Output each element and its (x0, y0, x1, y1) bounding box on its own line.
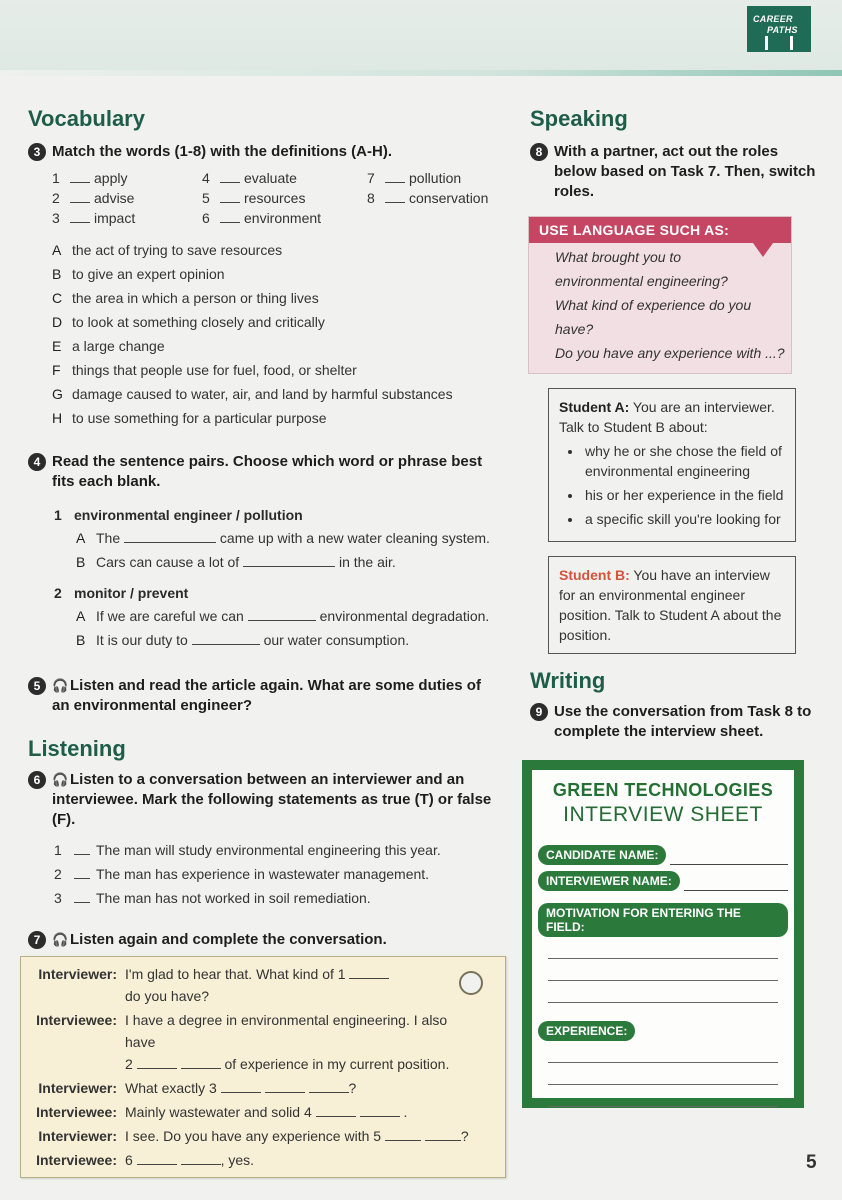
student-a-bullets (559, 441, 785, 529)
speaking-heading: Speaking (530, 106, 628, 131)
phrase-line: What brought you to (555, 249, 682, 265)
student-b-text: You have an interview for an environmental engineer position. Talk to Student A about the position. (559, 567, 782, 643)
student-b-box (548, 556, 796, 654)
listening-heading: Listening (28, 736, 126, 761)
use-language-heading: USE LANGUAGE SUCH AS: (529, 217, 791, 243)
word-item: 8 conservation (367, 190, 489, 206)
interviewer-name-field[interactable] (684, 877, 788, 891)
answer-blank[interactable] (181, 1057, 221, 1069)
right-column (530, 104, 820, 1108)
motivation-field[interactable] (548, 981, 778, 1003)
answer-blank[interactable] (70, 192, 90, 203)
word-item: 3 impact (52, 210, 136, 226)
answer-blank[interactable] (181, 1153, 221, 1165)
answer-blank[interactable] (74, 891, 90, 903)
student-a-text: You are an interviewer. Talk to Student B about: (559, 399, 775, 435)
answer-blank[interactable] (74, 867, 90, 879)
answer-blank[interactable] (70, 212, 90, 223)
answer-blank[interactable] (360, 1105, 400, 1117)
headphones-icon: 🎧 (52, 932, 69, 947)
definition-item: H to use something for a particular purpose (52, 410, 327, 426)
definition-item: D to look at something closely and critically (52, 314, 325, 330)
experience-field[interactable] (548, 1041, 778, 1063)
answer-blank[interactable] (70, 172, 90, 183)
task-number: 4 (28, 453, 46, 471)
answer-blank[interactable] (220, 172, 240, 183)
answer-blank[interactable] (137, 1153, 177, 1165)
answer-blank[interactable] (425, 1129, 461, 1141)
candidate-name-label: CANDIDATE NAME: (538, 845, 666, 865)
statement-item: 1 The man will study environmental engineering this year. (54, 842, 441, 858)
definition-item: C the area in which a person or thing lives (52, 290, 319, 306)
answer-blank[interactable] (316, 1105, 356, 1117)
definition-item: F things that people use for fuel, food, or shelter (52, 362, 357, 378)
answer-blank[interactable] (124, 531, 216, 543)
answer-blank[interactable] (220, 212, 240, 223)
sentence-b: B Cars can cause a lot of in the air. (76, 554, 396, 570)
task-6-instruction: Listen to a conversation between an interviewer and an interviewee. Mark the following statements as true (T) or false (F). (52, 771, 492, 828)
task-7 (28, 930, 498, 950)
experience-field[interactable] (548, 1063, 778, 1085)
student-a-label: Student A: (559, 399, 630, 415)
experience-field[interactable] (548, 1085, 778, 1107)
word-item: 7 pollution (367, 170, 462, 186)
statement-list (54, 838, 498, 910)
task-5 (28, 676, 498, 716)
task-9-instruction: Use the conversation from Task 8 to complete the interview sheet. (554, 703, 812, 740)
answer-blank[interactable] (74, 843, 90, 855)
task-number: 9 (530, 703, 548, 721)
motivation-field[interactable] (548, 959, 778, 981)
student-a-box (548, 388, 796, 542)
definition-item: B to give an expert opinion (52, 266, 225, 282)
bullet-item: • a specific skill you're looking for (583, 509, 785, 529)
sheet-title: GREEN TECHNOLOGIES (552, 780, 774, 800)
headphones-icon: 🎧 (52, 678, 69, 693)
answer-blank[interactable] (385, 192, 405, 203)
writing-heading: Writing (530, 668, 606, 693)
logo-line2: PATHS (767, 25, 798, 35)
phrase-line: Do you have any experience with ...? (555, 345, 785, 361)
answer-blank[interactable] (137, 1057, 177, 1069)
sentence-b: B It is our duty to our water consumption. (76, 632, 410, 648)
student-b-label: Student B: (559, 567, 630, 583)
tag-hole (459, 971, 483, 995)
sentence-a: A The came up with a new water cleaning system. (76, 530, 490, 546)
task-number: 7 (28, 931, 46, 949)
definition-item: G damage caused to water, air, and land by harmful substances (52, 386, 453, 402)
top-band (0, 0, 842, 70)
answer-blank[interactable] (309, 1081, 349, 1093)
phrase-line: What kind of experience do you have? (555, 297, 752, 337)
left-column (28, 104, 498, 1178)
definition-item: E a large change (52, 338, 165, 354)
statement-item: 2 The man has experience in wastewater management. (54, 866, 430, 882)
task-number: 5 (28, 677, 46, 695)
answer-blank[interactable] (221, 1081, 261, 1093)
task-3 (28, 142, 498, 162)
definition-item: A the act of trying to save resources (52, 242, 283, 258)
answer-blank[interactable] (385, 172, 405, 183)
logo-line1: CAREER (753, 14, 793, 24)
task-8 (530, 142, 820, 202)
experience-label: EXPERIENCE: (538, 1021, 635, 1041)
task-6 (28, 770, 498, 830)
interview-sheet (522, 760, 804, 1108)
task-4-instruction: Read the sentence pairs. Choose which word or phrase best fits each blank. (52, 453, 483, 490)
career-paths-logo (747, 6, 811, 52)
headphones-icon: 🎧 (52, 772, 69, 787)
sentence-a: A If we are careful we can environmental degradation. (76, 608, 490, 624)
callout-arrow (753, 243, 773, 257)
word-item: 5 resources (202, 190, 306, 206)
task-3-instruction: Match the words (1-8) with the definitions (A-H). (52, 143, 392, 160)
page-number: 5 (806, 1152, 817, 1173)
task-9 (530, 702, 820, 742)
use-language-box (528, 216, 792, 374)
statement-item: 3 The man has not worked in soil remediation. (54, 890, 371, 906)
answer-blank[interactable] (192, 633, 260, 645)
conversation-tag: Interviewer: I'm glad to hear that. What kind of 1 do you have? Interviewee: I have a degree in environmental engineering. I also have 2 of experience in my current position. Interviewer: What exactly 3 ? Interviewee: Mainly wastewater and solid 4 . Interviewer: I see. Do you have any experience with 5 ? Interviewee: 6 , yes. (20, 956, 506, 1178)
answer-blank[interactable] (265, 1081, 305, 1093)
bullet-item: • why he or she chose the field of environmental engineering (583, 441, 785, 481)
task-number: 3 (28, 143, 46, 161)
definition-list (52, 238, 498, 430)
word-item: 2 advise (52, 190, 135, 206)
task-5-instruction: Listen and read the article again. What are some duties of an environmental engineer? (52, 677, 481, 714)
answer-blank[interactable] (349, 967, 389, 979)
bullet-item: • his or her experience in the field (583, 485, 785, 505)
word-item: 6 environment (202, 210, 322, 226)
answer-blank[interactable] (220, 192, 240, 203)
answer-blank[interactable] (243, 555, 335, 567)
task-number: 6 (28, 771, 46, 789)
phrase-line: environmental engineering? (555, 273, 728, 289)
sentence-pair: 2 monitor / prevent A If we are careful we can environmental degradation. B It is our duty to our water consumption. (54, 582, 498, 652)
task-number: 8 (530, 143, 548, 161)
candidate-name-field[interactable] (670, 851, 788, 865)
motivation-field[interactable] (548, 937, 778, 959)
word-item: 1 apply (52, 170, 128, 186)
answer-blank[interactable] (248, 609, 316, 621)
vocabulary-heading: Vocabulary (28, 106, 145, 131)
task-4 (28, 452, 498, 492)
motivation-label: MOTIVATION FOR ENTERING THE FIELD: (538, 903, 788, 937)
task-7-instruction: Listen again and complete the conversation. (70, 931, 387, 948)
word-list (52, 170, 498, 226)
answer-blank[interactable] (385, 1129, 421, 1141)
word-item: 4 evaluate (202, 170, 297, 186)
sentence-pair: 1 environmental engineer / pollution A The came up with a new water cleaning system. B Cars can cause a lot of in the air. (54, 504, 498, 574)
sheet-subtitle: INTERVIEW SHEET (563, 803, 763, 826)
interviewer-name-label: INTERVIEWER NAME: (538, 871, 680, 891)
task-8-instruction: With a partner, act out the roles below based on Task 7. Then, switch roles. (554, 143, 816, 200)
